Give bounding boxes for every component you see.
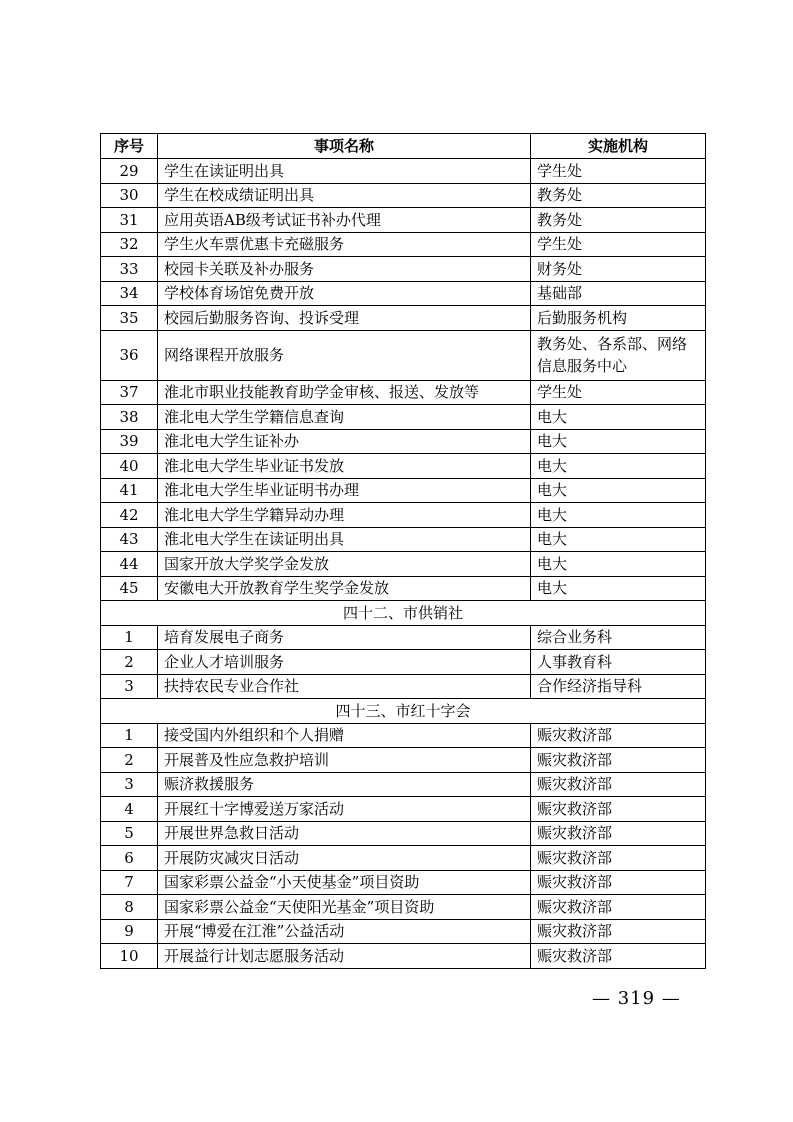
row-number: 6 (101, 846, 158, 871)
row-item-name: 国家彩票公益金“小天使基金”项目资助 (158, 870, 531, 895)
table-row (101, 895, 706, 920)
row-item-name: 赈济救援服务 (158, 772, 531, 797)
row-agency: 电大 (531, 429, 706, 454)
row-agency: 学生处 (531, 380, 706, 405)
row-agency: 电大 (531, 503, 706, 528)
row-agency: 赈灾救济部 (531, 870, 706, 895)
row-agency: 赈灾救济部 (531, 944, 706, 969)
row-item-name: 淮北电大学生毕业证明书办理 (158, 478, 531, 503)
row-number: 31 (101, 208, 158, 233)
table-row (101, 306, 706, 331)
row-item-name: 培育发展电子商务 (158, 625, 531, 650)
page-number: — 319 — (592, 988, 681, 1009)
row-number: 8 (101, 895, 158, 920)
row-number: 2 (101, 748, 158, 773)
row-number: 4 (101, 797, 158, 822)
table-row (101, 380, 706, 405)
row-number: 33 (101, 257, 158, 282)
row-number: 41 (101, 478, 158, 503)
row-number: 32 (101, 232, 158, 257)
table-row (101, 723, 706, 748)
row-agency: 基础部 (531, 281, 706, 306)
row-item-name: 开展世界急救日活动 (158, 821, 531, 846)
header-implementing-agency: 实施机构 (531, 134, 706, 159)
section-header-row (101, 601, 706, 626)
row-item-name: 学生在读证明出具 (158, 159, 531, 184)
row-number: 5 (101, 821, 158, 846)
row-item-name: 应用英语AB级考试证书补办代理 (158, 208, 531, 233)
row-number: 2 (101, 650, 158, 675)
table-row (101, 870, 706, 895)
table-row (101, 159, 706, 184)
section-title-supply-marketing-cooperative: 四十二、市供销社 (101, 601, 706, 626)
table-header-row (101, 134, 706, 159)
row-item-name: 学生在校成绩证明出具 (158, 183, 531, 208)
row-number: 38 (101, 405, 158, 430)
table-row (101, 183, 706, 208)
row-agency: 后勤服务机构 (531, 306, 706, 331)
table-row (101, 552, 706, 577)
row-item-name: 学生火车票优惠卡充磁服务 (158, 232, 531, 257)
row-agency: 赈灾救济部 (531, 919, 706, 944)
table-row (101, 405, 706, 430)
row-number: 29 (101, 159, 158, 184)
table-row (101, 674, 706, 699)
row-number: 45 (101, 576, 158, 601)
row-number: 1 (101, 723, 158, 748)
row-item-name: 校园后勤服务咨询、投诉受理 (158, 306, 531, 331)
row-number: 36 (101, 330, 158, 380)
row-item-name: 国家彩票公益金“天使阳光基金”项目资助 (158, 895, 531, 920)
row-item-name: 淮北电大学生学籍信息查询 (158, 405, 531, 430)
row-item-name: 淮北电大学生学籍异动办理 (158, 503, 531, 528)
row-agency: 电大 (531, 552, 706, 577)
table-row (101, 821, 706, 846)
row-agency: 赈灾救济部 (531, 846, 706, 871)
row-agency: 赈灾救济部 (531, 723, 706, 748)
row-number: 30 (101, 183, 158, 208)
table-row (101, 330, 706, 380)
row-number: 7 (101, 870, 158, 895)
row-item-name: 淮北电大学生毕业证书发放 (158, 454, 531, 479)
row-item-name: 淮北电大学生在读证明出具 (158, 527, 531, 552)
row-agency: 电大 (531, 576, 706, 601)
table-row (101, 429, 706, 454)
row-agency: 赈灾救济部 (531, 748, 706, 773)
row-item-name: 淮北市职业技能教育助学金审核、报送、发放等 (158, 380, 531, 405)
table-row (101, 527, 706, 552)
row-number: 3 (101, 772, 158, 797)
table-row (101, 257, 706, 282)
row-agency: 教务处、各系部、网络信息服务中心 (531, 330, 706, 380)
row-number: 44 (101, 552, 158, 577)
row-item-name: 开展益行计划志愿服务活动 (158, 944, 531, 969)
row-item-name: 开展防灾减灾日活动 (158, 846, 531, 871)
section-header-row (101, 699, 706, 724)
row-number: 34 (101, 281, 158, 306)
table-row (101, 797, 706, 822)
table-row (101, 944, 706, 969)
row-number: 3 (101, 674, 158, 699)
row-agency: 学生处 (531, 232, 706, 257)
service-items-table (100, 133, 706, 969)
row-agency: 电大 (531, 527, 706, 552)
row-agency: 财务处 (531, 257, 706, 282)
row-number: 42 (101, 503, 158, 528)
row-item-name: 接受国内外组织和个人捐赠 (158, 723, 531, 748)
row-agency: 赈灾救济部 (531, 797, 706, 822)
table-row (101, 208, 706, 233)
table-row (101, 454, 706, 479)
table-row (101, 625, 706, 650)
row-agency: 教务处 (531, 208, 706, 233)
table-row (101, 919, 706, 944)
row-agency: 合作经济指导科 (531, 674, 706, 699)
row-item-name: 企业人才培训服务 (158, 650, 531, 675)
row-agency: 赈灾救济部 (531, 772, 706, 797)
row-number: 40 (101, 454, 158, 479)
row-item-name: 开展红十字博爱送万家活动 (158, 797, 531, 822)
row-item-name: 学校体育场馆免费开放 (158, 281, 531, 306)
row-item-name: 国家开放大学奖学金发放 (158, 552, 531, 577)
table-row (101, 576, 706, 601)
row-number: 9 (101, 919, 158, 944)
row-agency: 电大 (531, 478, 706, 503)
row-number: 1 (101, 625, 158, 650)
row-item-name: 网络课程开放服务 (158, 330, 531, 380)
table-row (101, 281, 706, 306)
row-number: 43 (101, 527, 158, 552)
row-item-name: 安徽电大开放教育学生奖学金发放 (158, 576, 531, 601)
row-agency: 电大 (531, 405, 706, 430)
row-agency: 综合业务科 (531, 625, 706, 650)
row-number: 37 (101, 380, 158, 405)
row-agency: 赈灾救济部 (531, 895, 706, 920)
row-item-name: 开展“博爱在江淮”公益活动 (158, 919, 531, 944)
row-item-name: 开展普及性应急救护培训 (158, 748, 531, 773)
row-item-name: 扶持农民专业合作社 (158, 674, 531, 699)
table-row (101, 503, 706, 528)
row-agency: 人事教育科 (531, 650, 706, 675)
table-row (101, 478, 706, 503)
row-agency: 学生处 (531, 159, 706, 184)
table-row (101, 772, 706, 797)
table-row (101, 650, 706, 675)
row-agency: 电大 (531, 454, 706, 479)
table-row (101, 846, 706, 871)
header-item-name: 事项名称 (158, 134, 531, 159)
table-row (101, 232, 706, 257)
row-number: 35 (101, 306, 158, 331)
section-title-red-cross: 四十三、市红十字会 (101, 699, 706, 724)
row-agency: 赈灾救济部 (531, 821, 706, 846)
row-item-name: 淮北电大学生证补办 (158, 429, 531, 454)
row-number: 39 (101, 429, 158, 454)
row-agency: 教务处 (531, 183, 706, 208)
header-serial-number: 序号 (101, 134, 158, 159)
row-number: 10 (101, 944, 158, 969)
row-item-name: 校园卡关联及补办服务 (158, 257, 531, 282)
table-row (101, 748, 706, 773)
